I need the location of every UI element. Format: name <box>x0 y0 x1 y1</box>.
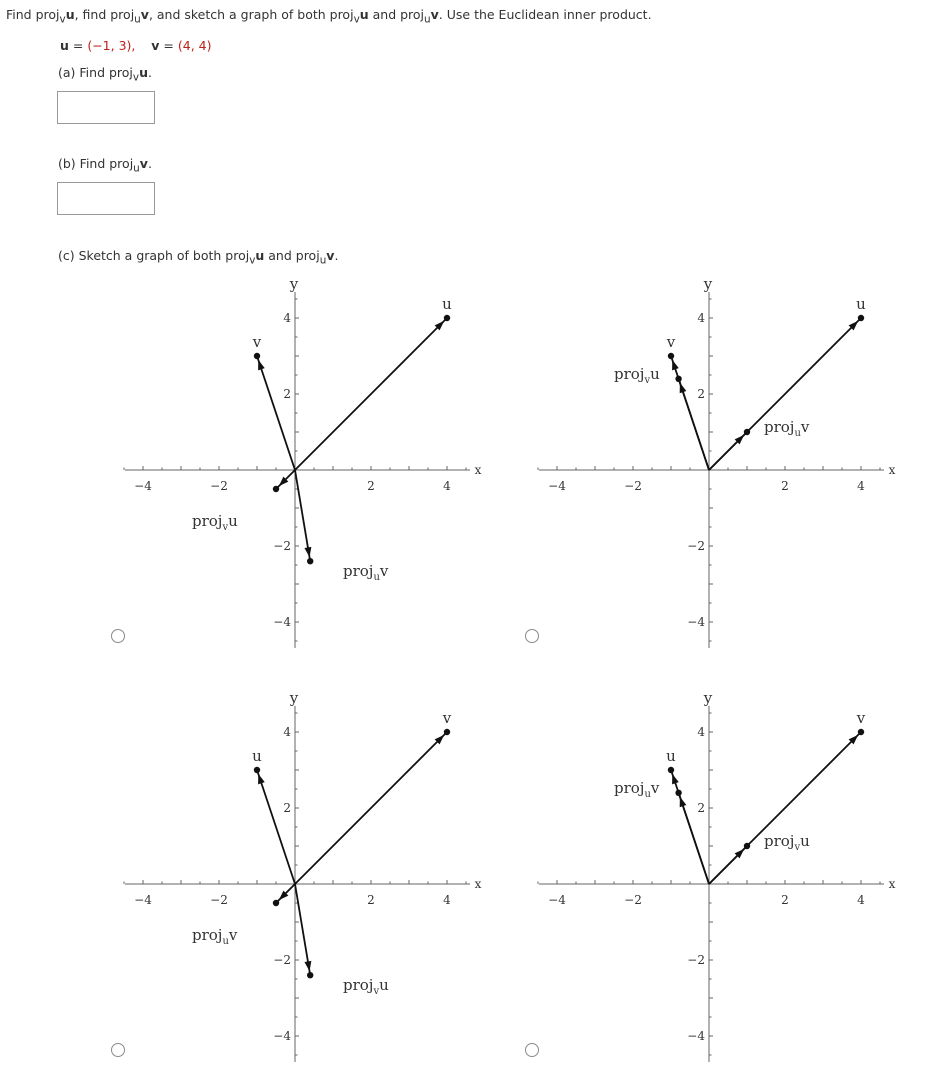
x-tick-label: 4 <box>443 893 451 907</box>
option-a-graph <box>120 270 500 655</box>
vector-2-label: v <box>666 333 676 351</box>
projection-1-label: proj$_u$v <box>614 779 660 800</box>
y-tick-label: −4 <box>687 615 705 629</box>
vector-2-arrow <box>258 774 265 785</box>
y-axis-label: y <box>703 689 713 707</box>
y-axis-label: y <box>703 275 713 293</box>
projection-2-label: proj$_u$v <box>343 562 389 583</box>
projection-1-dot <box>675 376 681 382</box>
vector-2-dot <box>668 767 674 773</box>
x-tick-label: −2 <box>624 479 642 493</box>
y-tick-label: −2 <box>687 539 705 553</box>
projection-1-dot <box>273 900 279 906</box>
projection-2-arrow <box>304 547 311 557</box>
x-tick-label: −2 <box>210 479 228 493</box>
part-a-label: (a) Find proj$_v$u. <box>58 65 152 84</box>
vector-2-label: v <box>252 333 262 351</box>
vector-2-dot <box>668 353 674 359</box>
projection-1-dot <box>675 790 681 796</box>
x-axis-label: x <box>888 463 896 477</box>
x-tick-label: 2 <box>367 479 375 493</box>
y-tick-label: −2 <box>273 539 291 553</box>
vector-1-dot <box>444 315 450 321</box>
projection-1-arrow <box>680 797 687 808</box>
projection-2-label: proj$_v$u <box>764 832 810 853</box>
y-tick-label: 2 <box>697 387 705 401</box>
x-axis-label: x <box>474 877 482 891</box>
projection-1-dot <box>273 486 279 492</box>
y-tick-label: −2 <box>687 953 705 967</box>
vector-1-label: v <box>856 709 866 727</box>
x-tick-label: −2 <box>624 893 642 907</box>
y-tick-label: 2 <box>283 801 291 815</box>
vector-2-label: u <box>666 747 676 765</box>
vector-1-label: u <box>856 295 866 313</box>
vector-1-line <box>295 732 447 884</box>
projection-1-label: proj$_v$u <box>614 365 660 386</box>
part-c-label: (c) Sketch a graph of both proj$_v$u and proj$_u$v. <box>58 248 339 267</box>
vector-1-line <box>295 318 447 470</box>
part-b-answer-input[interactable] <box>57 182 155 215</box>
x-tick-label: 2 <box>367 893 375 907</box>
option-b-graph <box>534 270 914 655</box>
y-axis-label: y <box>289 689 299 707</box>
projection-1-label: proj$_u$v <box>192 926 238 947</box>
x-tick-label: 4 <box>857 479 865 493</box>
vector-1-dot <box>444 729 450 735</box>
x-axis-label: x <box>474 463 482 477</box>
y-tick-label: 2 <box>283 387 291 401</box>
projection-2-dot <box>307 972 313 978</box>
y-tick-label: −2 <box>273 953 291 967</box>
y-tick-label: 4 <box>283 311 291 325</box>
y-tick-label: −4 <box>273 615 291 629</box>
option-c-graph <box>120 684 500 1069</box>
vector-2-line <box>257 356 295 470</box>
y-tick-label: 4 <box>697 311 705 325</box>
part-a-answer-input[interactable] <box>57 91 155 124</box>
question-text: Find proj$_v$u, find proj$_u$v, and sketch a graph of both proj$_v$u and proj$_u$v. Use the Euclidean inner product. <box>6 7 652 26</box>
vector-2-arrow <box>258 360 265 371</box>
vector-1-label: u <box>442 295 452 313</box>
vector-2-dot <box>254 353 260 359</box>
y-axis-label: y <box>289 275 299 293</box>
vector-2-line <box>257 770 295 884</box>
vector-1-dot <box>858 315 864 321</box>
y-tick-label: 4 <box>283 725 291 739</box>
projection-2-dot <box>307 558 313 564</box>
x-tick-label: −4 <box>548 479 566 493</box>
x-tick-label: −4 <box>548 893 566 907</box>
x-tick-label: 2 <box>781 479 789 493</box>
x-tick-label: −4 <box>134 893 152 907</box>
y-tick-label: 4 <box>697 725 705 739</box>
x-tick-label: 4 <box>443 479 451 493</box>
projection-1-label: proj$_v$u <box>192 512 238 533</box>
vector-2-arrow <box>672 360 679 371</box>
projection-2-label: proj$_v$u <box>343 976 389 997</box>
x-tick-label: −4 <box>134 479 152 493</box>
x-tick-label: 4 <box>857 893 865 907</box>
x-tick-label: −2 <box>210 893 228 907</box>
projection-1-arrow <box>680 383 687 394</box>
vector-2-arrow <box>672 774 679 785</box>
projection-2-dot <box>744 429 750 435</box>
option-d-graph <box>534 684 914 1069</box>
projection-2-arrow <box>304 961 311 971</box>
y-tick-label: 2 <box>697 801 705 815</box>
part-b-label: (b) Find proj$_u$v. <box>58 156 152 175</box>
y-tick-label: −4 <box>273 1029 291 1043</box>
x-axis-label: x <box>888 877 896 891</box>
y-tick-label: −4 <box>687 1029 705 1043</box>
vector-2-dot <box>254 767 260 773</box>
projection-2-dot <box>744 843 750 849</box>
vector-2-label: u <box>252 747 262 765</box>
given-vectors: u = (−1, 3), v = (4, 4) <box>60 38 212 53</box>
x-tick-label: 2 <box>781 893 789 907</box>
vector-1-label: v <box>442 709 452 727</box>
projection-2-label: proj$_u$v <box>764 418 810 439</box>
vector-1-dot <box>858 729 864 735</box>
